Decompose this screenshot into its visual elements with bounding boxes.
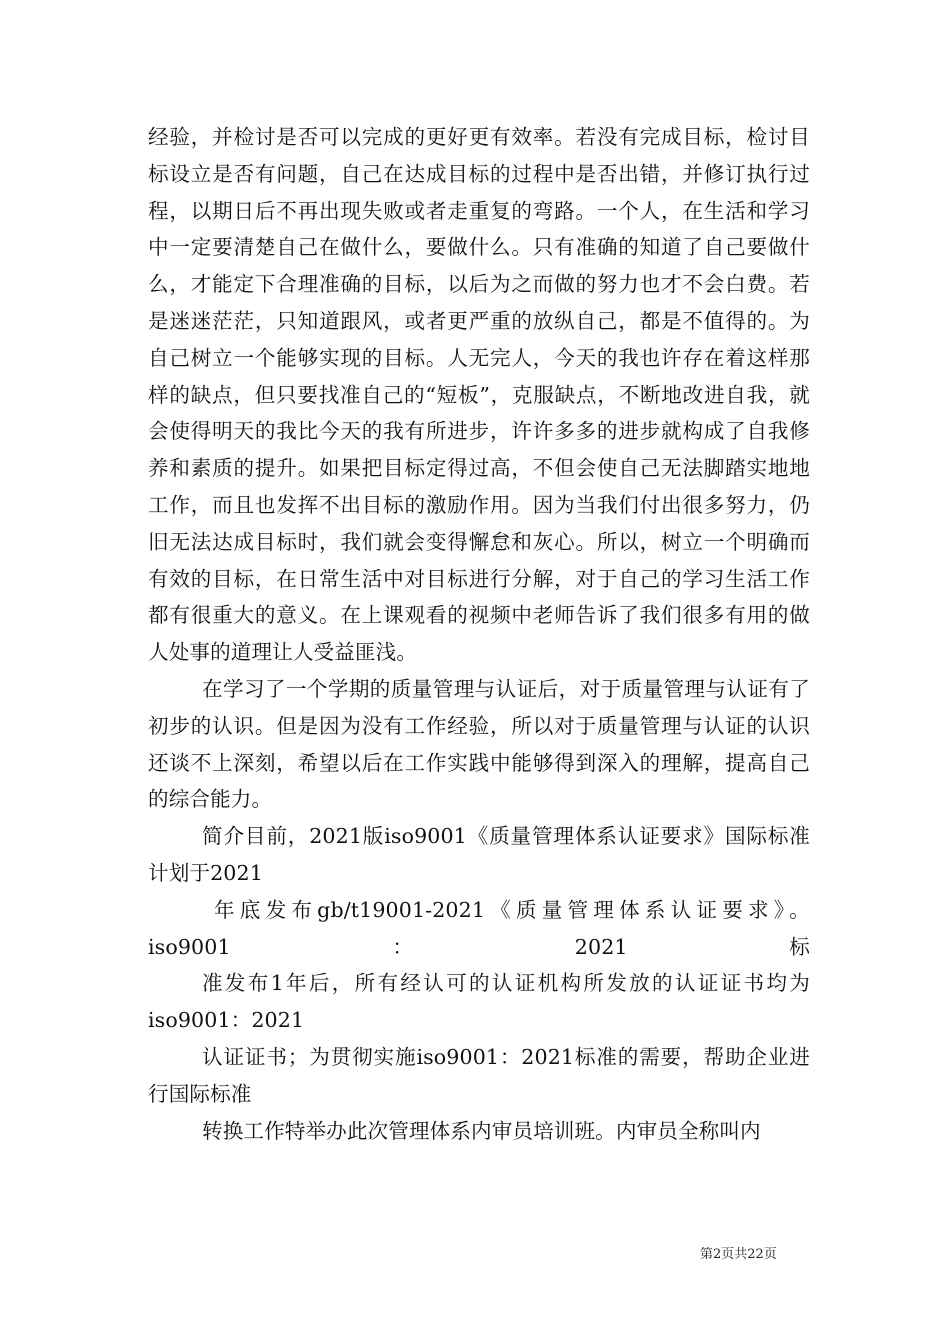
paragraph-iso-intro: 简介目前，2021版iso9001《质量管理体系认证要求》国际标准计划于2021 — [148, 824, 810, 885]
paragraph-iso-certificates: 准发布1年后，所有经认可的认证机构所发放的认证证书均为iso9001：2021 — [148, 971, 810, 1033]
paragraph-course-summary: 在学习了一个学期的质量管理与认证后，对于质量管理与认证有了初步的认识。但是因为没有工作经验，所以对于质量管理与认证的认识还谈不上深刻，希望以后在工作实践中能够得到深入的理解，提高自己的综合能力。 — [148, 676, 810, 812]
paragraph-iso-implementation: 认证证书；为贯彻实施iso9001：2021标准的需要，帮助企业进行国际标准 — [148, 1044, 810, 1106]
document-body — [148, 119, 810, 1149]
page-number: 第2页共22页 — [700, 1247, 777, 1262]
paragraph-iso-release: 年底发布gb/t19001-2021《质量管理体系认证要求》。iso9001：2021标 — [148, 897, 810, 959]
paragraph-internal-auditor: 转换工作特举办此次管理体系内审员培训班。内审员全称叫内 — [202, 1118, 761, 1143]
paragraph-goal-review: 经验，并检讨是否可以完成的更好更有效率。若没有完成目标，检讨目标设立是否有问题，自己在达成目标的过程中是否出错，并修订执行过程，以期日后不再出现失败或者走重复的弯路。一个人，在生活和学习中一定要清楚自己在做什么，要做什么。只有准确的知道了自己要做什么，才能定下合理准确的目标，以后为之而做的努力也才不会白费。若是迷迷茫茫，只知道跟风，或者更严重的放纵自己，都是不值得的。为自己树立一个能够实现的目标。人无完人，今天的我也许存在着这样那样的缺点，但只要找准自己的“短板”，克服缺点，不断地改进自我，就会使得明天的我比今天的我有所进步，许许多多的进步就构成了自我修养和素质的提升。如果把目标定得过高，不但会使自己无法脚踏实地地工作，而且也发挥不出目标的激励作用。因为当我们付出很多努力，仍旧无法达成目标时，我们就会变得懈怠和灰心。所以，树立一个明确而有效的目标，在日常生活中对目标进行分解，对于自己的学习生活工作都有很重大的意义。在上课观看的视频中老师告诉了我们很多有用的做人处事的道理让人受益匪浅。 — [148, 125, 810, 665]
